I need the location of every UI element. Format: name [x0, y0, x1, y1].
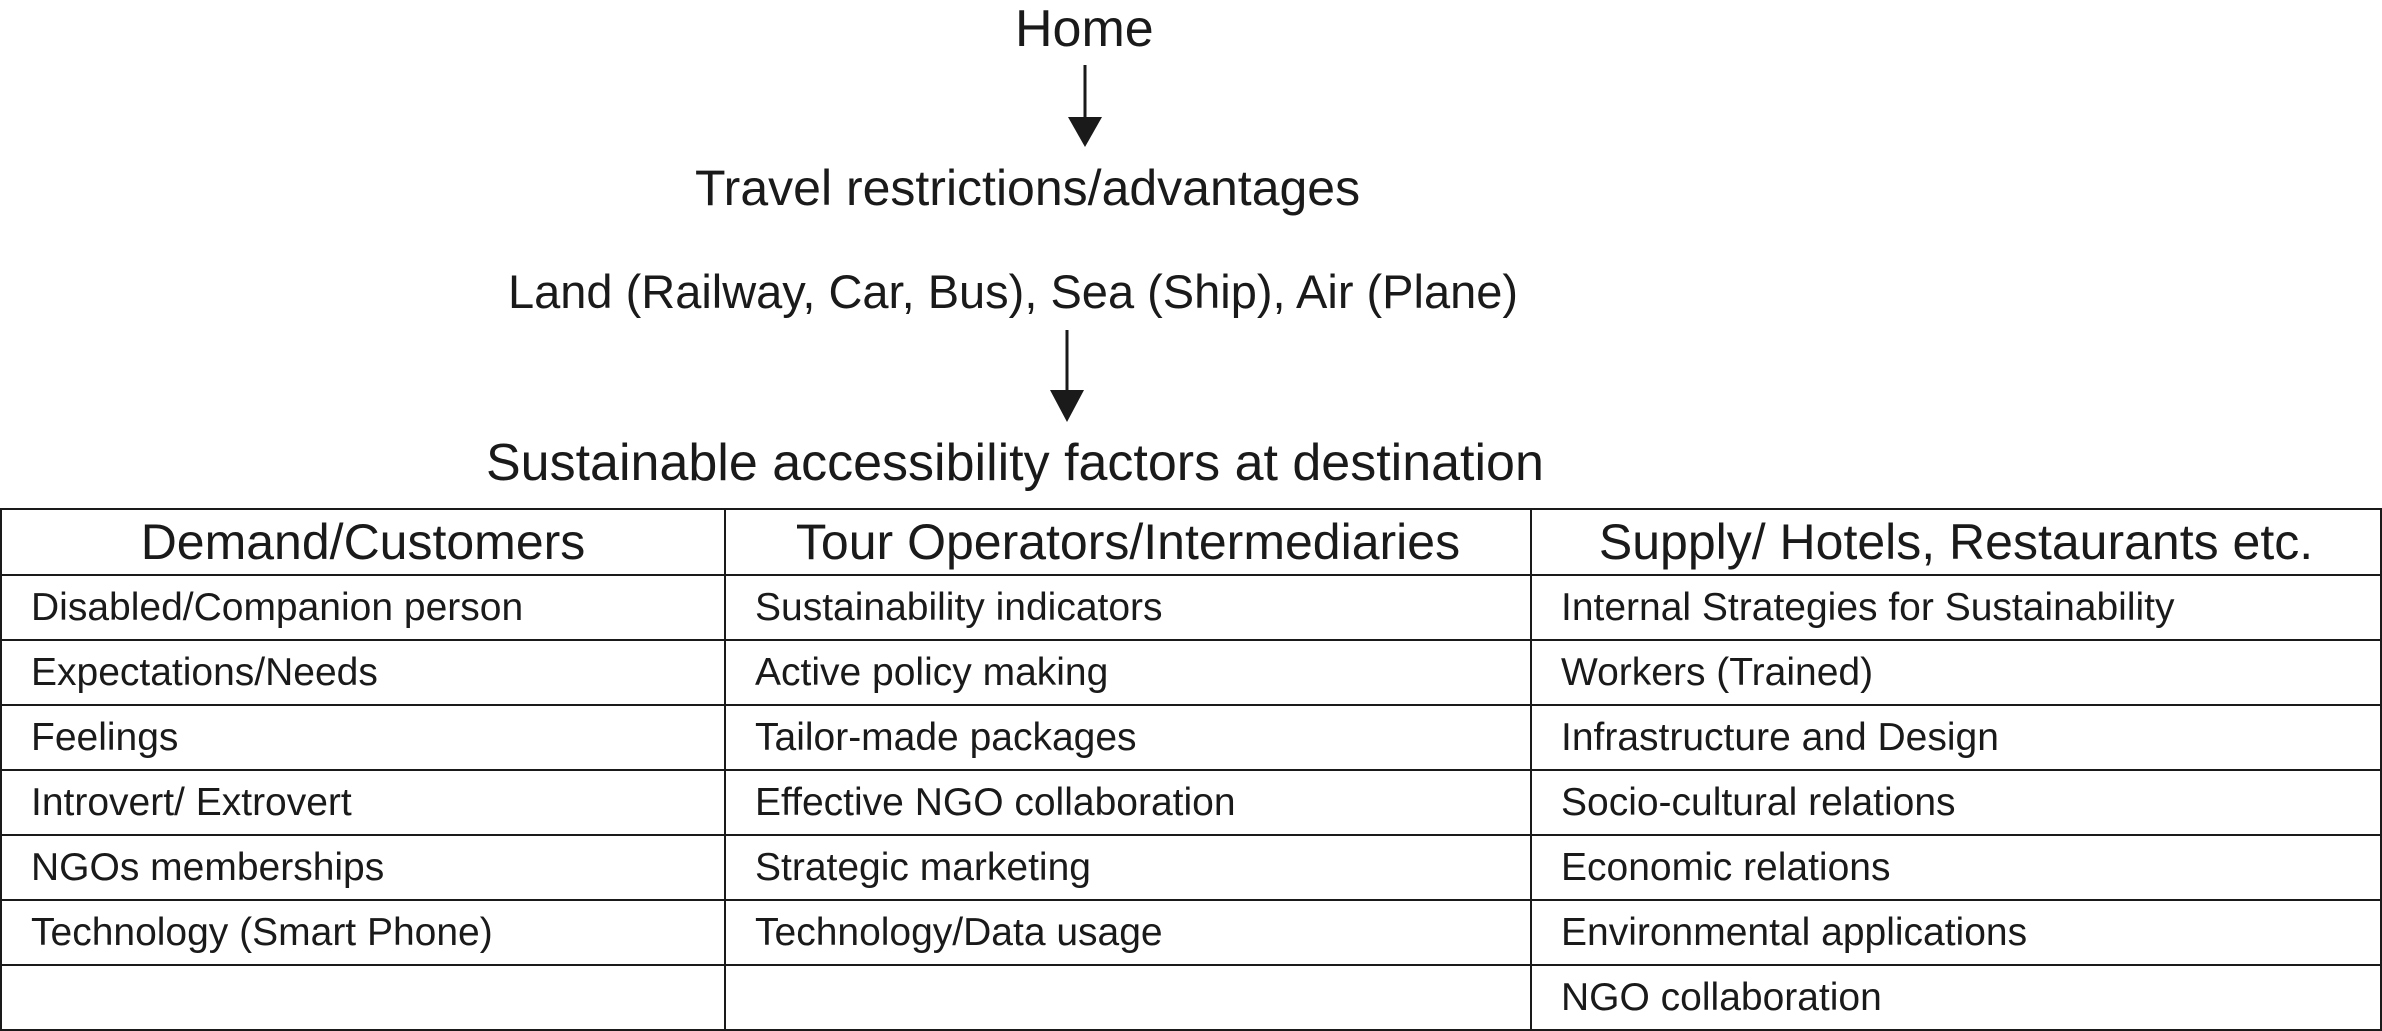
header-demand-customers: Demand/Customers: [1, 509, 725, 575]
table-cell: Active policy making: [725, 640, 1531, 705]
accessibility-factors-title: Sustainable accessibility factors at destination: [486, 434, 1544, 492]
table-row: [1, 835, 2381, 900]
table-cell: Expectations/Needs: [1, 640, 725, 705]
table-cell: Disabled/Companion person: [1, 575, 725, 640]
table-cell: Strategic marketing: [725, 835, 1531, 900]
home-label: Home: [1015, 0, 1154, 58]
table-cell: Sustainability indicators: [725, 575, 1531, 640]
down-arrow-icon: [1042, 330, 1092, 422]
table-cell: NGO collaboration: [1531, 965, 2381, 1030]
table-row: [1, 770, 2381, 835]
table-cell: Workers (Trained): [1531, 640, 2381, 705]
table-cell: Effective NGO collaboration: [725, 770, 1531, 835]
table-cell: [725, 965, 1531, 1030]
table-cell: Technology (Smart Phone): [1, 900, 725, 965]
table-cell: Infrastructure and Design: [1531, 705, 2381, 770]
table-cell: Technology/Data usage: [725, 900, 1531, 965]
table-cell: Introvert/ Extrovert: [1, 770, 725, 835]
table-cell: Feelings: [1, 705, 725, 770]
table-row: [1, 640, 2381, 705]
table-row: [1, 965, 2381, 1030]
table-cell: Tailor-made packages: [725, 705, 1531, 770]
table-row: [1, 900, 2381, 965]
travel-restrictions-label: Travel restrictions/advantages: [695, 160, 1361, 216]
table-cell: NGOs memberships: [1, 835, 725, 900]
table-header-row: [1, 509, 2381, 575]
table-row: [1, 705, 2381, 770]
table-cell: Economic relations: [1531, 835, 2381, 900]
table-cell: Socio-cultural relations: [1531, 770, 2381, 835]
table-row: [1, 575, 2381, 640]
table-cell: Internal Strategies for Sustainability: [1531, 575, 2381, 640]
transport-modes-label: Land (Railway, Car, Bus), Sea (Ship), Air (Plane): [508, 265, 1519, 318]
header-supply: Supply/ Hotels, Restaurants etc.: [1531, 509, 2381, 575]
table-cell: Environmental applications: [1531, 900, 2381, 965]
accessibility-factors-table: [0, 508, 2382, 1031]
down-arrow-icon: [1060, 65, 1110, 147]
table-cell: [1, 965, 725, 1030]
header-tour-operators: Tour Operators/Intermediaries: [725, 509, 1531, 575]
